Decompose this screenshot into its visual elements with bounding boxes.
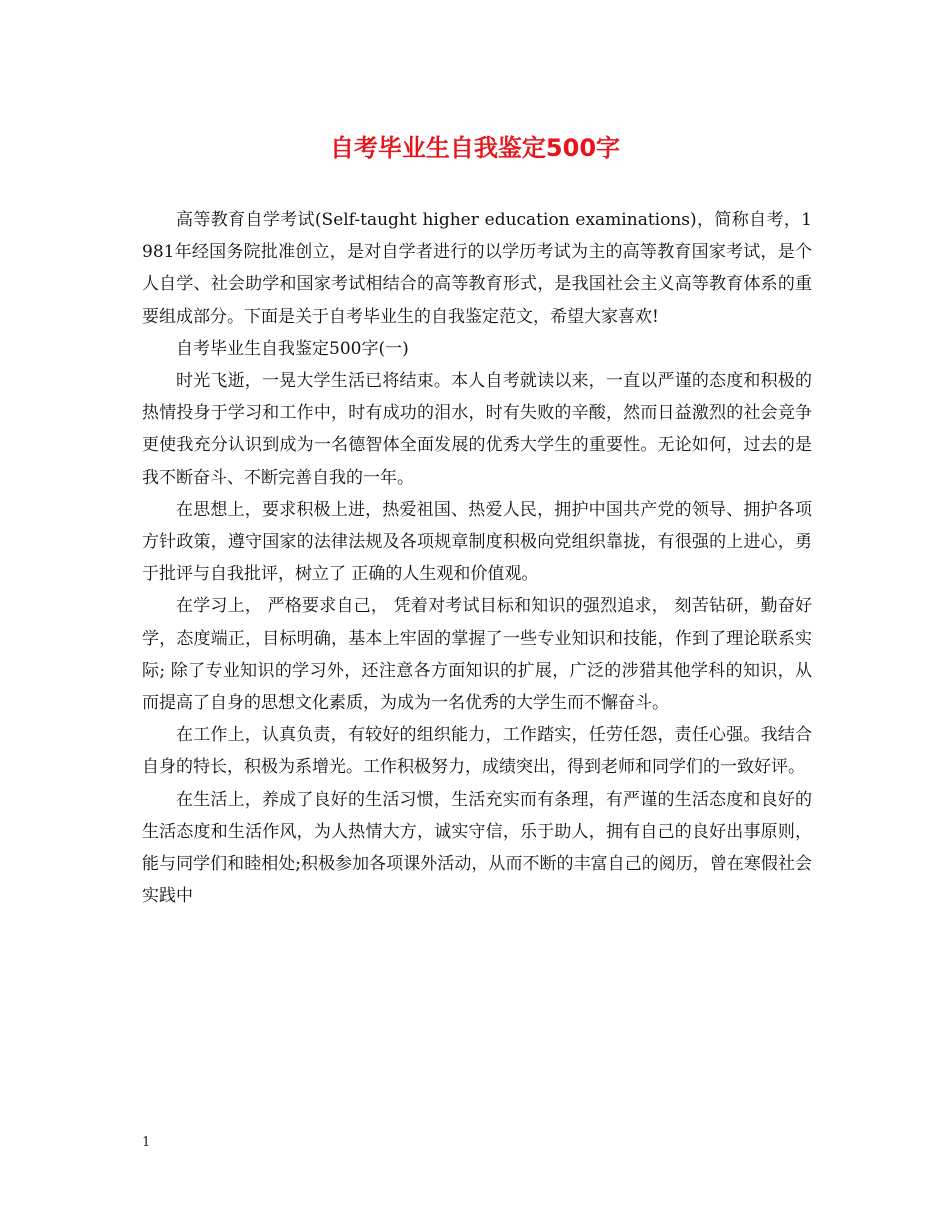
paragraph-opening: 时光飞逝，一晃大学生活已将结束。本人自考就读以来，一直以严谨的态度和积极的热情投身于学习和工作中，时有成功的泪水，时有失败的辛酸，然而日益激烈的社会竞争更使我充分认识到成为一名德智体全面发展的优秀大学生的重要性。无论如何，过去的是我不断奋斗、不断完善自我的一年。 <box>142 371 812 488</box>
paragraph-intro: 高等教育自学考试(Self-taught higher education examinations)，简称自考，1981年经国务院批准创立，是对自学者进行的以学历考试为主的高等教育国家考试，是个人自学、社会助学和国家考试相结合的高等教育形式，是我国社会主义高等教育体系的重要组成部分。下面是关于自考毕业生的自我鉴定范文，希望大家喜欢! <box>142 210 812 327</box>
paragraph-study: 在学习上， 严格要求自己， 凭着对考试目标和知识的强烈追求， 刻苦钻研，勤奋好学，态度端正，目标明确，基本上牢固的掌握了一些专业知识和技能，作到了理论联系实际; 除了专业知识的学习外，还注意各方面知识的扩展，广泛的涉猎其他学科的知识，从而提高了自身的思想文化素质，为成为一名优秀的大学生而不懈奋斗。 <box>142 596 812 714</box>
paragraph-section-heading: 自考毕业生自我鉴定500字(一) <box>176 338 409 359</box>
paragraph-work: 在工作上，认真负责，有较好的组织能力，工作踏实，任劳任怨，责任心强。我结合自身的特长，积极为系增光。工作积极努力，成绩突出，得到老师和同学们的一致好评。 <box>142 725 812 778</box>
page-number: 1 <box>142 1135 151 1150</box>
document-body <box>142 204 812 912</box>
paragraph-ideology: 在思想上，要求积极上进，热爱祖国、热爱人民，拥护中国共产党的领导、拥护各项方针政策，遵守国家的法律法规及各项规章制度积极向党组织靠拢，有很强的上进心，勇于批评与自我批评，树立了 正确的人生观和价值观。 <box>142 499 812 585</box>
document-title: 自考毕业生自我鉴定500字 <box>329 134 621 162</box>
paragraph-life: 在生活上，养成了良好的生活习惯，生活充实而有条理，有严谨的生活态度和良好的生活态度和生活作风，为人热情大方，诚实守信，乐于助人，拥有自己的良好出事原则，能与同学们和睦相处;积极参加各项课外活动，从而不断的丰富自己的阅历，曾在寒假社会实践中 <box>142 789 812 907</box>
